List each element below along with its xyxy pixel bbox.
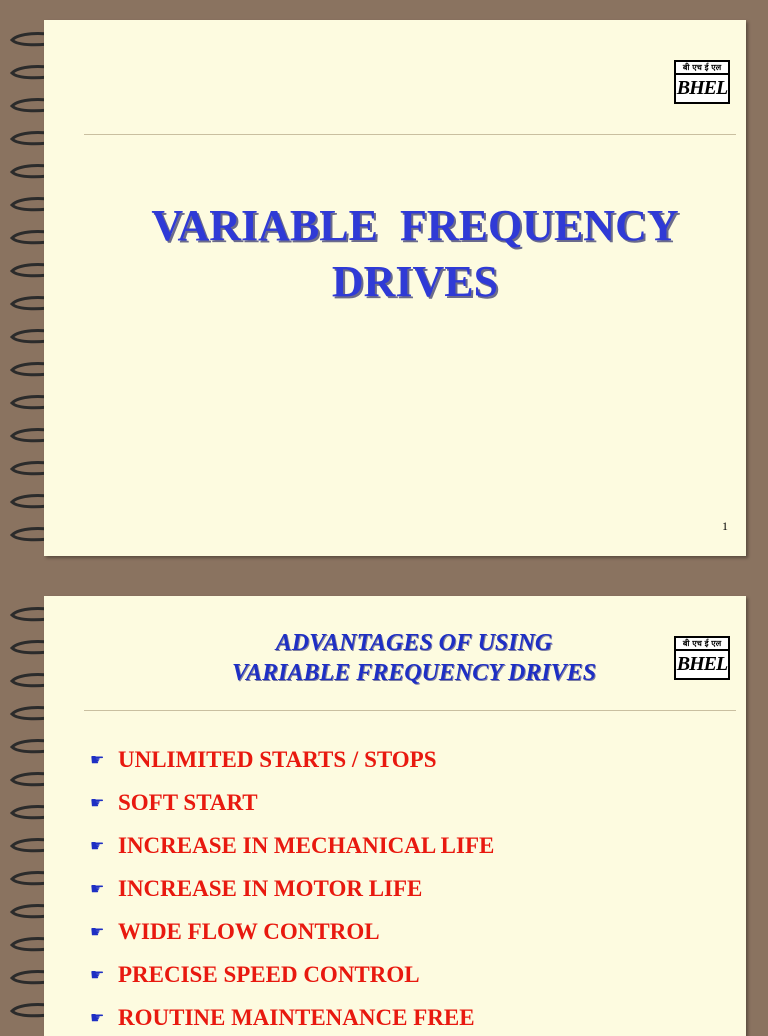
list-item-text: SOFT START [118, 789, 258, 815]
list-item-text: INCREASE IN MECHANICAL LIFE [118, 832, 495, 858]
pointing-hand-icon: ☛ [90, 878, 105, 898]
bhel-logo [674, 60, 730, 104]
logo-hindi-text: बी एच ई एल [676, 62, 728, 75]
header-rule [84, 134, 736, 135]
slide-title [164, 628, 664, 688]
list-item [90, 738, 494, 781]
title-line-2: VARIABLE FREQUENCY DRIVES [231, 660, 597, 686]
logo-hindi-text: बी एच ई एल [676, 638, 728, 651]
title-line-2: DRIVES [331, 257, 499, 306]
advantages-list [90, 738, 494, 1036]
list-item [90, 996, 494, 1036]
pointing-hand-icon: ☛ [90, 835, 105, 855]
bhel-logo [674, 636, 730, 680]
pointing-hand-icon: ☛ [90, 749, 105, 769]
header-rule [84, 710, 736, 711]
title-line-1: VARIABLE FREQUENCY [151, 201, 679, 250]
list-item-text: INCREASE IN MOTOR LIFE [118, 875, 423, 901]
logo-mark: BHEL [676, 77, 728, 99]
logo-mark: BHEL [676, 653, 728, 675]
list-item-text: UNLIMITED STARTS / STOPS [118, 746, 437, 772]
slide-title [84, 198, 746, 310]
pointing-hand-icon: ☛ [90, 921, 105, 941]
list-item [90, 867, 494, 910]
list-item [90, 824, 494, 867]
list-item [90, 781, 494, 824]
list-item [90, 953, 494, 996]
list-item-text: ROUTINE MAINTENANCE FREE [118, 1004, 475, 1030]
slide-2 [44, 596, 746, 1036]
title-line-1: ADVANTAGES OF USING [275, 630, 553, 656]
list-item-text: WIDE FLOW CONTROL [118, 918, 380, 944]
list-item-text: PRECISE SPEED CONTROL [118, 961, 420, 987]
pointing-hand-icon: ☛ [90, 964, 105, 984]
pointing-hand-icon: ☛ [90, 792, 105, 812]
page-number: 1 [722, 519, 728, 533]
slide-1 [44, 20, 746, 556]
list-item [90, 910, 494, 953]
pointing-hand-icon: ☛ [90, 1007, 105, 1027]
